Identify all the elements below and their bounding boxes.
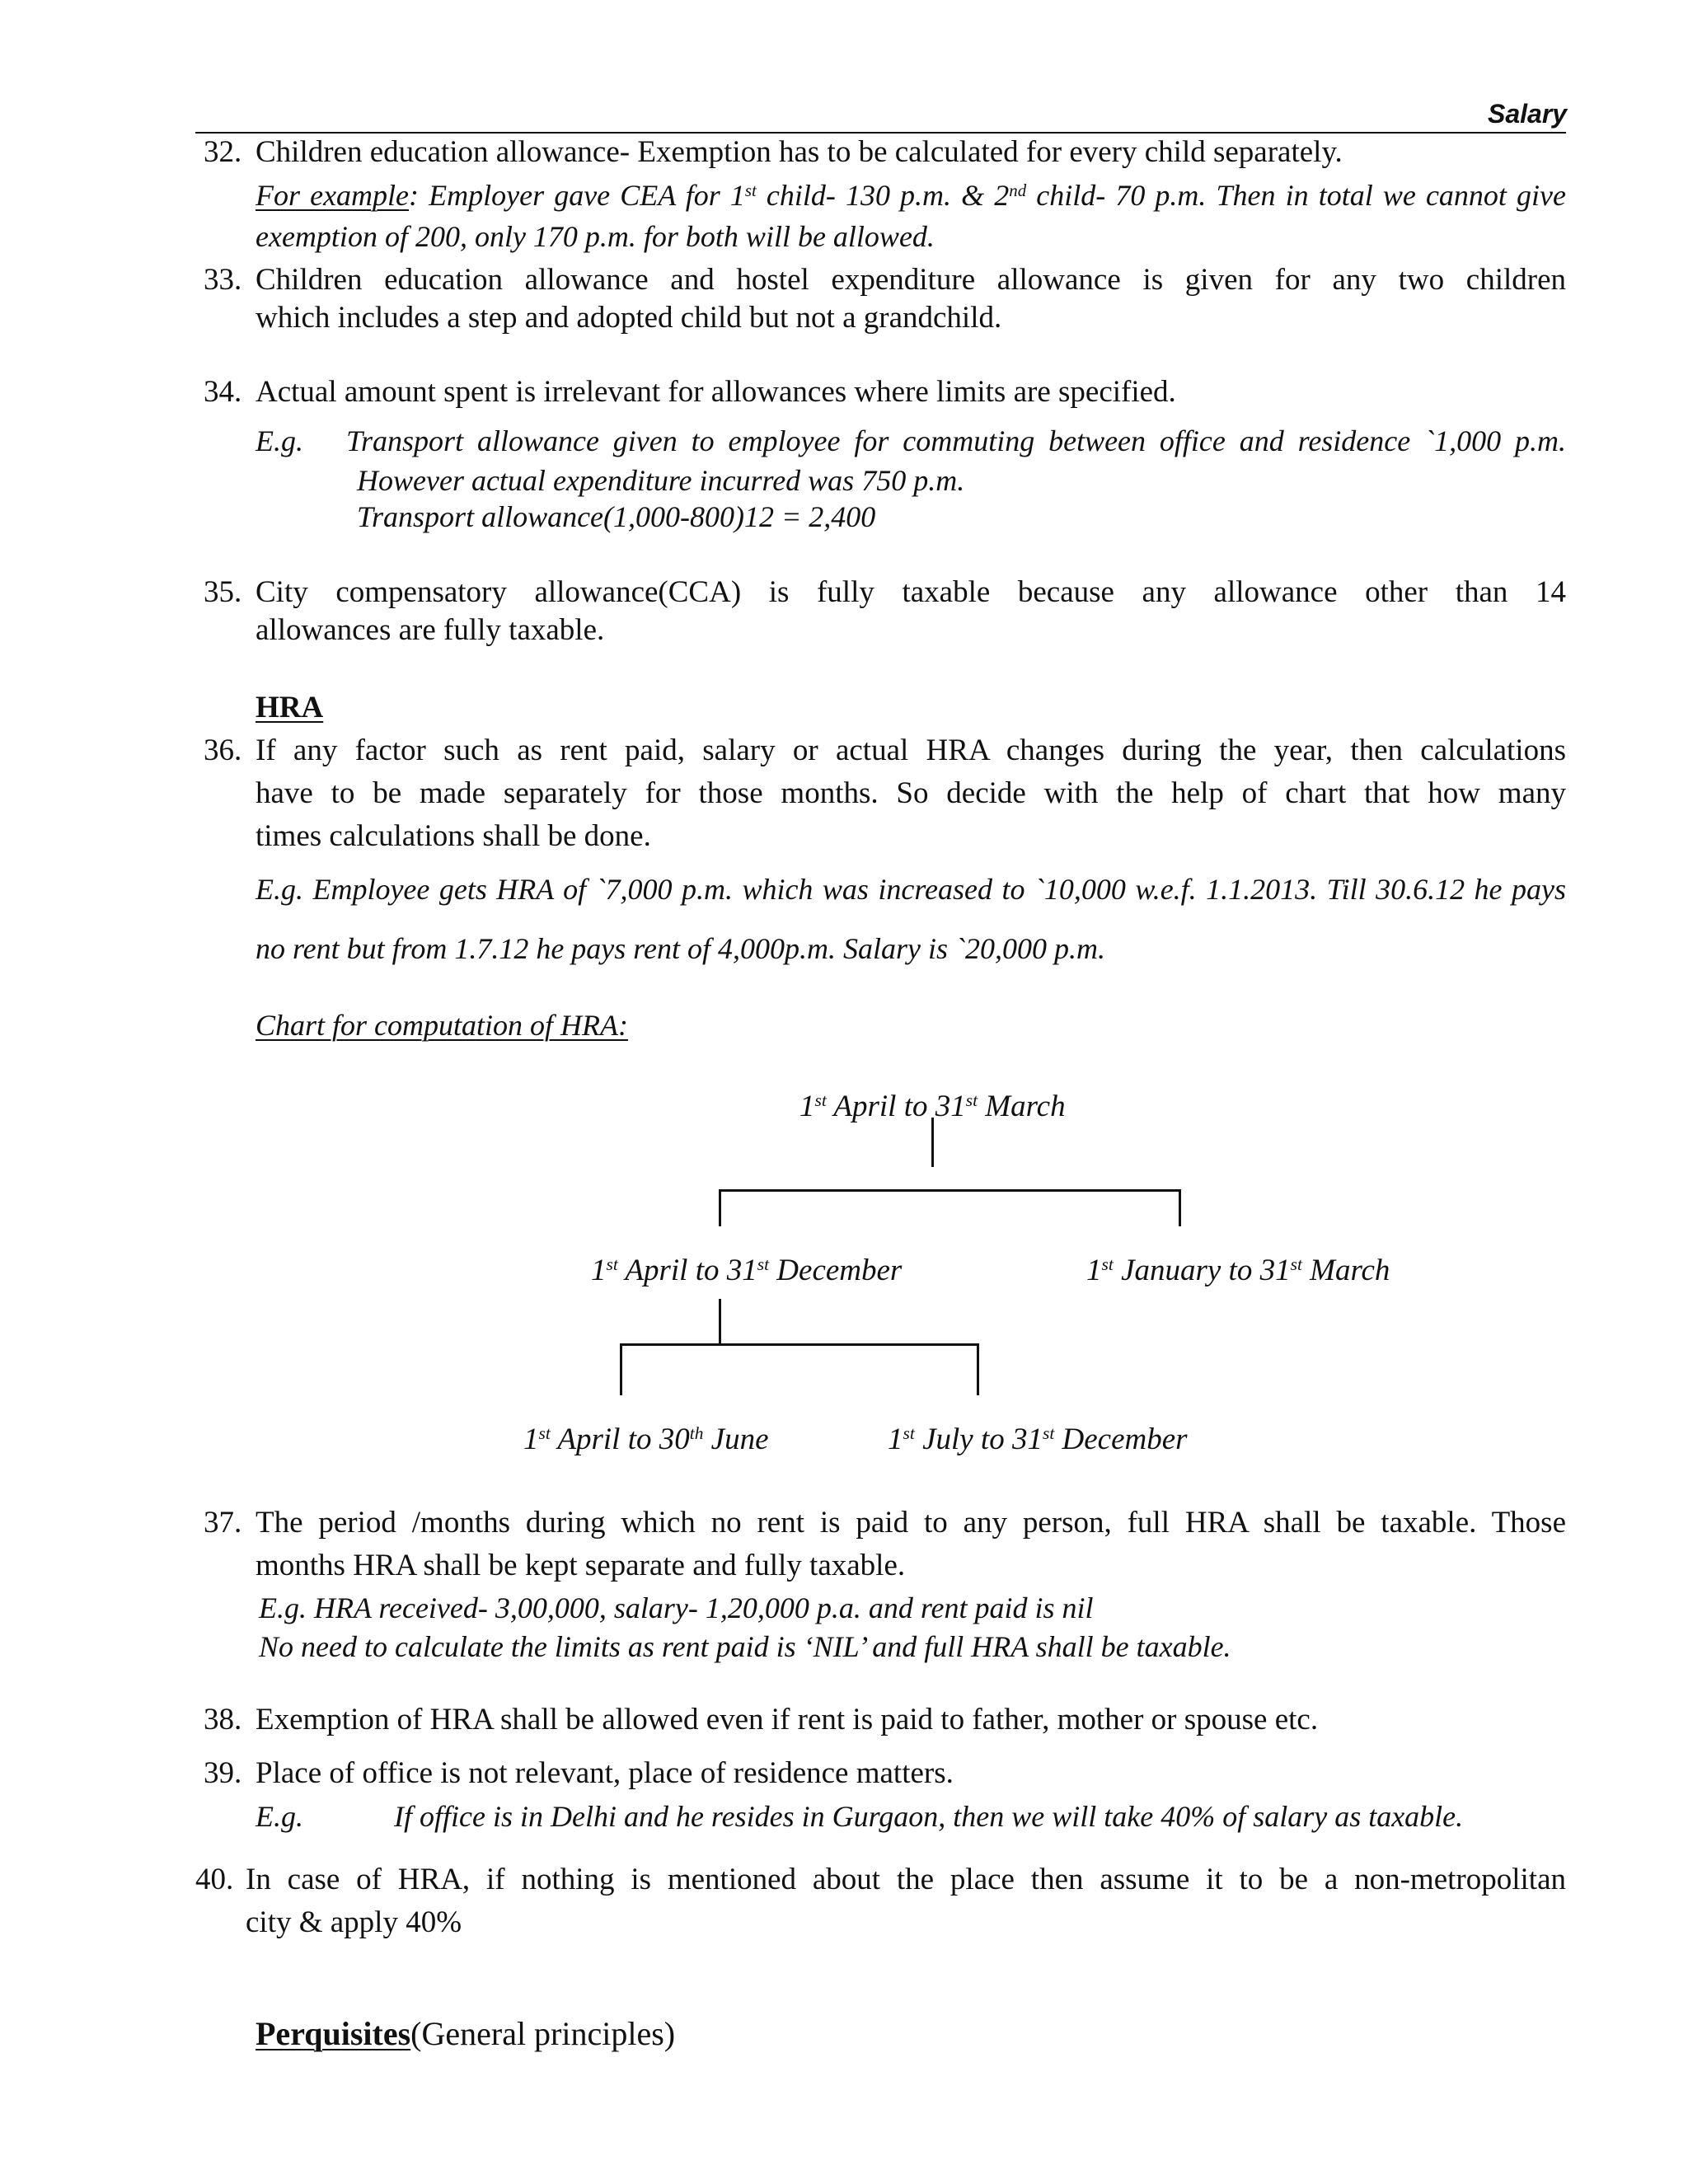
- item-36-line2: have to be made separately for those months. So decide with the help of chart that how many: [256, 776, 1566, 810]
- item-36-example-line2: no rent but from 1.7.12 he pays rent of 4,000p.m. Salary is `20,000 p.m.: [256, 932, 1105, 965]
- item-34-example-line2: However actual expenditure incurred was 750 p.m.: [357, 464, 965, 497]
- tree-left-stem: [719, 1299, 721, 1344]
- item-40-line2: city & apply 40%: [246, 1905, 462, 1939]
- item-number-39: 39.: [204, 1756, 242, 1790]
- item-32-text: Children education allowance- Exemption has to be calculated for every child separately.: [256, 135, 1343, 169]
- item-33-line2: which includes a step and adopted child but not a grandchild.: [256, 301, 1002, 335]
- item-38-text: Exemption of HRA shall be allowed even if rent is paid to father, mother or spouse etc.: [256, 1703, 1319, 1736]
- item-35-line1: City compensatory allowance(CCA) is fully taxable because any allowance other than 14: [256, 575, 1566, 609]
- item-number-33: 33.: [204, 263, 242, 297]
- item-32-example-line2: exemption of 200, only 170 p.m. for both will be allowed.: [256, 220, 935, 253]
- item-36-line1: If any factor such as rent paid, salary or actual HRA changes during the year, then calculations: [256, 733, 1566, 767]
- tree-root-node: 1st April to 31st March: [799, 1090, 1066, 1123]
- tree-right-node: 1st January to 31st March: [1086, 1254, 1390, 1287]
- perquisites-label: Perquisites: [256, 2015, 411, 2052]
- item-36-example-line1: E.g. Employee gets HRA of `7,000 p.m. which was increased to `10,000 w.e.f. 1.1.2013. Till 30.6.12 he pays: [256, 873, 1566, 906]
- item-32-example-line1: For example: Employer gave CEA for 1st child- 130 p.m. & 2nd child- 70 p.m. Then in total we cannot give: [256, 179, 1566, 212]
- perquisites-heading: [256, 2013, 675, 2055]
- item-33-line1: Children education allowance and hostel expenditure allowance is given for any two children: [256, 263, 1566, 297]
- item-39-example: If office is in Delhi and he resides in Gurgaon, then we will take 40% of salary as taxable.: [394, 1800, 1464, 1833]
- item-34-eg-label: E.g.: [256, 424, 303, 457]
- item-34-example-line3: Transport allowance(1,000-800)12 = 2,400: [357, 500, 876, 533]
- tree-left-drop: [719, 1189, 721, 1226]
- item-number-32: 32.: [204, 135, 242, 169]
- item-36-line3: times calculations shall be done.: [256, 819, 651, 853]
- item-37-line1: The period /months during which no rent is paid to any person, full HRA shall be taxable. Those: [256, 1506, 1566, 1540]
- item-37-example-line2: No need to calculate the limits as rent paid is ‘NIL’ and full HRA shall be taxable.: [259, 1630, 1231, 1663]
- tree-left-node: 1st April to 31st December: [591, 1254, 903, 1287]
- item-40-line1: In case of HRA, if nothing is mentioned about the place then assume it to be a non-metropolitan: [246, 1863, 1566, 1896]
- perquisites-subtitle: (General principles): [410, 2015, 676, 2052]
- tree-left-left-node: 1st April to 30th June: [523, 1422, 769, 1456]
- item-39-text: Place of office is not relevant, place of residence matters.: [256, 1756, 954, 1790]
- item-number-35: 35.: [204, 575, 242, 609]
- item-37-example-line1: E.g. HRA received- 3,00,000, salary- 1,20,000 p.a. and rent paid is nil: [259, 1591, 1094, 1624]
- tree-root-stem: [931, 1118, 934, 1167]
- tree-lr-drop: [977, 1343, 979, 1395]
- tree-ll-drop: [620, 1343, 622, 1395]
- running-header: Salary: [1488, 99, 1568, 129]
- item-number-37: 37.: [204, 1506, 242, 1540]
- item-34-example-line1: Transport allowance given to employee for commuting between office and residence `1,000 p.m.: [346, 424, 1566, 457]
- item-number-34: 34.: [204, 375, 242, 409]
- item-number-36: 36.: [204, 733, 242, 767]
- chart-caption: Chart for computation of HRA:: [256, 1009, 628, 1042]
- for-example-label: For example: [256, 179, 410, 212]
- item-39-eg-label: E.g.: [256, 1800, 303, 1833]
- tree-left-right-node: 1st July to 31st December: [888, 1422, 1188, 1456]
- item-number-38: 38.: [204, 1703, 242, 1736]
- item-37-line2: months HRA shall be kept separate and fully taxable.: [256, 1549, 906, 1582]
- tree-level2-bar: [620, 1343, 979, 1346]
- hra-heading: HRA: [256, 691, 324, 724]
- item-34-text: Actual amount spent is irrelevant for allowances where limits are specified.: [256, 375, 1176, 409]
- item-35-line2: allowances are fully taxable.: [256, 613, 605, 647]
- tree-right-drop: [1179, 1189, 1181, 1226]
- item-number-40: 40.: [195, 1863, 234, 1896]
- tree-level1-bar: [719, 1189, 1181, 1192]
